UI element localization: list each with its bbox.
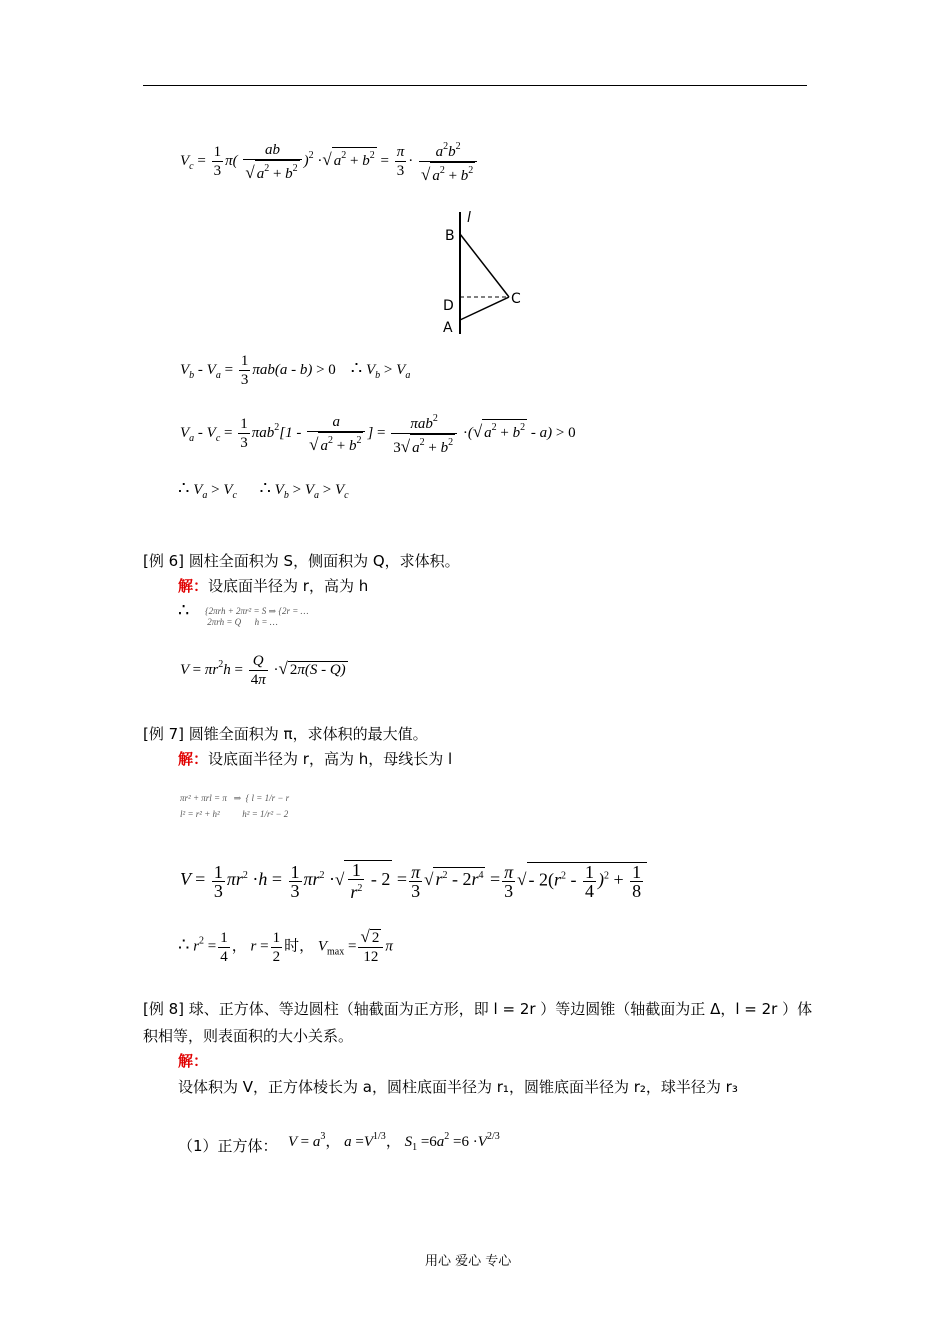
- ex6-volume: $V = \pi r^2h$ = $\frac{Q}{4\pi}$ ·√ 2π(S - Q): [180, 653, 346, 688]
- ex8-cube-formula: $V = a^3$， $a =V^{1/3}$， $S_1 =6a^2 =6 \cdot V^{2/3}$: [288, 1131, 500, 1153]
- ex8-sol-label: 解：: [178, 1052, 209, 1070]
- ex7-volume: V = $\frac{1}{3}$ $\pi r^2 \cdot h$ = $\frac{1}{3}$ $\pi r^2$ ·√ $\frac{1}{r^2}$ - 2 = $\frac{\pi}{3}$ √ $r^2 - 2r^4$ = $\frac{\pi}{3}$ √ - $2(r^2$ - $\frac{1}{4}$ )$^2$ + $\frac{1}{8}$: [180, 860, 647, 901]
- header-rule: [143, 85, 807, 86]
- ex6-title: [例 6] 圆柱全面积为 S，侧面积为 Q，求体积。: [143, 552, 460, 570]
- label-b: B: [445, 228, 455, 244]
- formula-va-vc: $V_a - V_c$ = $\frac{1}{3}$ πab$^2$[1 - $\frac{a}{√ a^2 + b^2}$ ] = $\frac{\pi ab^2}{3√ a^2 + b^2}$ ·(√ $a^2 + b^2 - a) > 0$: [180, 410, 576, 457]
- page-footer: 用心 爱心 专心: [425, 1254, 512, 1269]
- ex6-sol-label: 解：: [178, 577, 209, 595]
- label-c: C: [511, 291, 521, 307]
- label-a: A: [443, 320, 453, 336]
- ex7-max: ∴ $r^2$ = $\frac{1}{4}$ ， r = $\frac{1}{2}$ 时， $V_{max}$ = $\frac{√ 2}{12}$ π: [178, 927, 393, 965]
- ex7-title: [例 7] 圆锥全面积为 π，求体积的最大值。: [143, 725, 428, 743]
- ex6-therefore: ∴: [178, 600, 190, 621]
- formula-vc: $V_c$ = $\frac{1}{3}$ π( $\frac{ab}{√ a^2 + b^2}$ )$^2$ ·√ $a^2 + b^2$ = $\frac{\pi}{3}$ · $\frac{a^2b^2}{√ a^2 + b^2}$: [180, 138, 479, 185]
- triangle-diagram: [435, 208, 535, 338]
- ex7-sol-text: 设底面半径为 r，高为 h，母线长为 l: [208, 750, 453, 768]
- ex7-system-small: πr² + πrl = π ⇒ { l = 1/r − r l² = r² + h² h² = 1/r² − 2: [180, 793, 290, 819]
- label-d: D: [443, 298, 454, 314]
- formula-vb-va: $V_b - V_a$ = $\frac{1}{3}$ πab(a - b) > 0 ∴ $V_b > V_a$: [180, 353, 411, 388]
- ex7-solution: [178, 748, 452, 769]
- ex8-title-line1: [例 8] 球、正方体、等边圆柱（轴截面为正方形，即 l = 2r ）等边圆锥（轴截面为正 Δ，l = 2r ）体: [143, 1000, 813, 1018]
- label-l: l: [467, 210, 471, 226]
- ex6-sol-text: 设底面半径为 r，高为 h: [208, 577, 369, 595]
- ex8-title-line2: 积相等，则表面积的大小关系。: [143, 1027, 354, 1045]
- formula-conclusion: ∴ $V_a > V_c$ ∴ $V_b > V_a > V_c$: [178, 478, 349, 501]
- ex8-cube-label: （1）正方体：: [178, 1137, 278, 1155]
- ex6-solution: [178, 575, 368, 596]
- ex8-line1: 设体积为 V，正方体棱长为 a，圆柱底面半径为 r₁，圆锥底面半径为 r₂，球半径为 r₃: [178, 1078, 738, 1096]
- ex7-sol-label: 解：: [178, 750, 209, 768]
- ex7-when: 时，: [284, 936, 315, 955]
- ex6-system-small: {2πrh + 2πr² = S ⇒ {2r = … 2πrh = Q h = …: [205, 606, 309, 627]
